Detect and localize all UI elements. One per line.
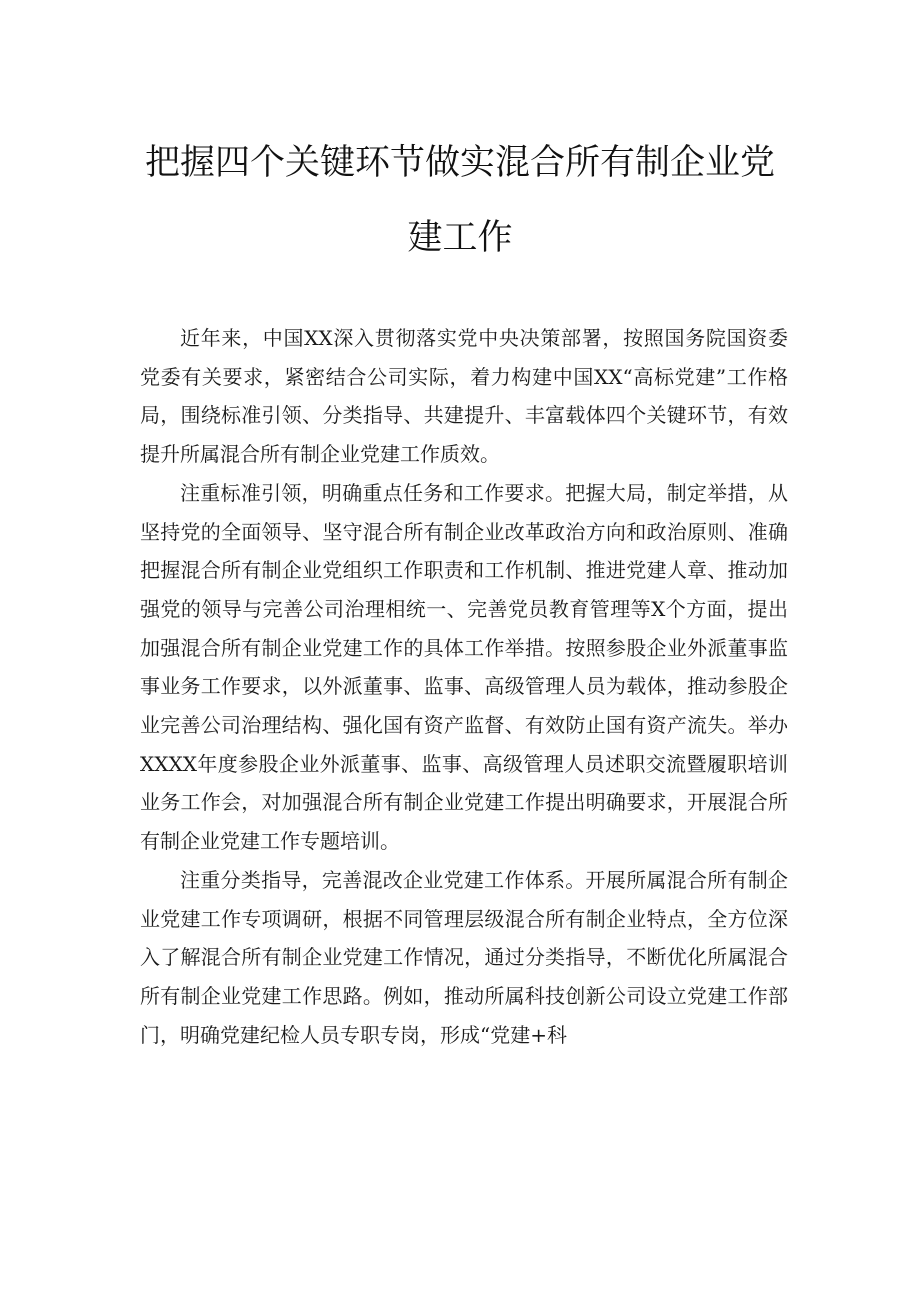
paragraph-intro: 近年来，中国XX深入贯彻落实党中央决策部署，按照国务院国资委党委有关要求，紧密结合公司实际，着力构建中国XX“高标党建”工作格局，围绕标准引领、分类指导、共建提升、丰富载体四个关键环节，有效提升所属混合所有制企业党建工作质效。 xyxy=(140,326,788,467)
paragraph-classification: 注重分类指导，完善混改企业党建工作体系。开展所属混合所有制企业党建工作专项调研，根据不同管理层级混合所有制企业特点，全方位深入了解混合所有制企业党建工作情况，通过分类指导，不断优化所属混合所有制企业党建工作思路。例如，推动所属科技创新公司设立党建工作部门，明确党建纪检人员专职专岗，形成“党建+科 xyxy=(140,867,788,1047)
document-body xyxy=(140,319,788,1054)
paragraph-standards: 注重标准引领，明确重点任务和工作要求。把握大局，制定举措，从坚持党的全面领导、坚守混合所有制企业改革政治方向和政治原则、准确把握混合所有制企业党组织工作职责和工作机制、推进党建人章、推动加强党的领导与完善公司治理相统一、完善党员教育管理等X个方面，提出加强混合所有制企业党建工作的具体工作举措。按照参股企业外派董事监事业务工作要求，以外派董事、监事、高级管理人员为载体，推动参股企业完善公司治理结构、强化国有资产监督、有效防止国有资产流失。举办XXXX年度参股企业外派董事、监事、高级管理人员述职交流暨履职培训业务工作会，对加强混合所有制企业党建工作提出明确要求，开展混合所有制企业党建工作专题培训。 xyxy=(140,480,788,854)
document-title-line-2: 建工作 xyxy=(407,218,513,258)
document-title-line-1: 把握四个关键环节做实混合所有制企业党 xyxy=(144,143,775,183)
